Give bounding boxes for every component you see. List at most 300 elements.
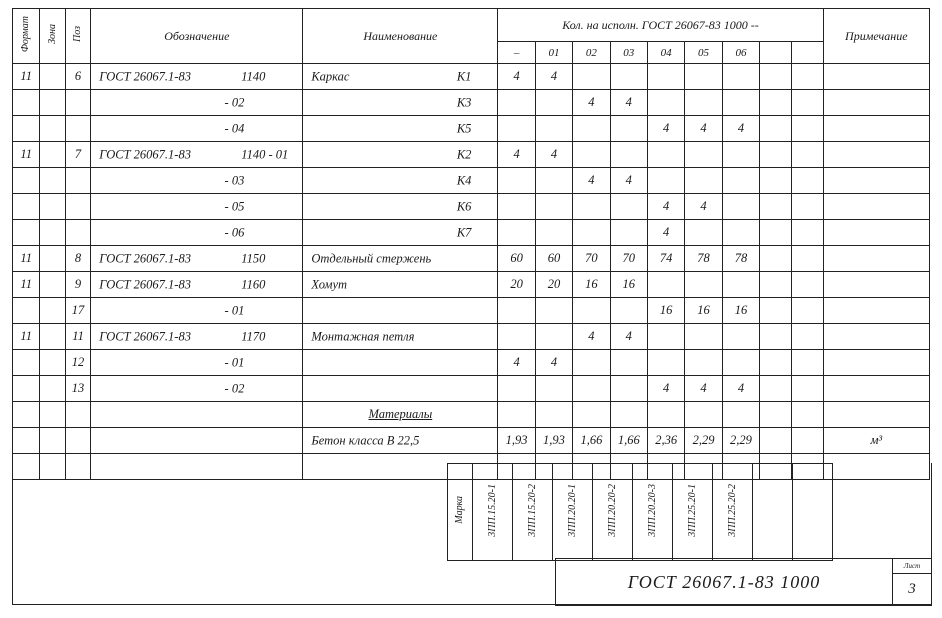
cell-qty-extra-1 [760, 142, 792, 168]
cell-qty-extra-1 [760, 220, 792, 246]
qty-sub-extra-2 [791, 42, 823, 64]
cell-qty-0: 20 [498, 272, 535, 298]
cell-zone [40, 142, 65, 168]
cell-qty-extra-1 [760, 272, 792, 298]
cell-format: 11 [13, 324, 40, 350]
cell-qty-extra-1 [760, 376, 792, 402]
cell-designation [91, 272, 303, 298]
cell-qty-extra-1 [760, 402, 792, 428]
cell-qty-0: 4 [498, 142, 535, 168]
cell-qty-6: 78 [722, 246, 759, 272]
cell-qty-3: 70 [610, 246, 647, 272]
cell-designation [91, 350, 303, 376]
table-header-row [13, 9, 930, 42]
cell-qty-2: 70 [573, 246, 610, 272]
cell-format: 11 [13, 272, 40, 298]
col-zone: Зона [40, 9, 65, 64]
col-designation: Обозначение [91, 9, 303, 64]
designation-suffix: - 02 [224, 381, 245, 395]
cell-qty-5: 2,29 [685, 428, 722, 454]
cell-qty-5: 4 [685, 376, 722, 402]
cell-qty-extra-2 [791, 168, 823, 194]
cell-pos [65, 428, 91, 454]
designation-code: ГОСТ 26067.1-83 [99, 147, 191, 161]
cell-qty-0: 1,93 [498, 428, 535, 454]
cell-note [823, 324, 929, 350]
col-qty-group: Кол. на исполн. ГОСТ 26067-83 1000 -- [498, 9, 823, 42]
marka-value-4: 3ПП.20.20-3 [633, 464, 673, 561]
cell-qty-2: 4 [573, 168, 610, 194]
cell-note [823, 64, 929, 90]
cell-pos [65, 402, 91, 428]
cell-qty-4: 4 [647, 194, 684, 220]
cell-qty-3 [610, 298, 647, 324]
cell-qty-3 [610, 220, 647, 246]
cell-qty-5 [685, 142, 722, 168]
designation-number: 1150 [241, 251, 266, 265]
cell-zone [40, 168, 65, 194]
cell-qty-4 [647, 272, 684, 298]
cell-qty-5: 78 [685, 246, 722, 272]
cell-pos: 6 [65, 64, 91, 90]
cell-name [303, 402, 498, 428]
cell-name [303, 324, 498, 350]
cell-qty-3: 16 [610, 272, 647, 298]
cell-pos: 11 [65, 324, 91, 350]
name-mark: К1 [456, 69, 472, 83]
cell-qty-5 [685, 272, 722, 298]
designation-suffix: - 06 [224, 225, 245, 239]
cell-qty-5 [685, 220, 722, 246]
designation-suffix: - 01 [224, 303, 245, 317]
qty-sub-1: 01 [535, 42, 572, 64]
cell-qty-4 [647, 402, 684, 428]
cell-format [13, 454, 40, 480]
qty-sub-0: – [498, 42, 535, 64]
table-row [13, 272, 930, 298]
cell-pos: 13 [65, 376, 91, 402]
cell-qty-2: 4 [573, 90, 610, 116]
designation-suffix: - 02 [224, 95, 245, 109]
cell-pos: 7 [65, 142, 91, 168]
cell-pos [65, 90, 91, 116]
cell-qty-5 [685, 402, 722, 428]
cell-qty-extra-2 [791, 64, 823, 90]
designation-suffix: - 05 [224, 199, 245, 213]
cell-qty-1: 4 [535, 142, 572, 168]
table-row [13, 64, 930, 90]
cell-pos: 9 [65, 272, 91, 298]
cell-qty-extra-2 [791, 142, 823, 168]
cell-designation [91, 90, 303, 116]
cell-note [823, 168, 929, 194]
cell-qty-extra-2 [791, 324, 823, 350]
cell-qty-1 [535, 324, 572, 350]
cell-qty-0 [498, 116, 535, 142]
cell-qty-extra-1 [760, 246, 792, 272]
cell-qty-4 [647, 168, 684, 194]
cell-qty-4 [647, 350, 684, 376]
cell-qty-5 [685, 64, 722, 90]
cell-qty-4: 4 [647, 220, 684, 246]
cell-qty-extra-1 [760, 428, 792, 454]
cell-qty-5 [685, 324, 722, 350]
stamp-page-box [892, 559, 931, 605]
cell-format [13, 220, 40, 246]
marka-value-1: 3ПП.15.20-2 [513, 464, 553, 561]
cell-qty-6 [722, 90, 759, 116]
cell-qty-5: 16 [685, 298, 722, 324]
cell-note [823, 116, 929, 142]
cell-qty-3 [610, 64, 647, 90]
name-text: Каркас [311, 69, 350, 83]
cell-qty-extra-2 [791, 428, 823, 454]
cell-qty-0 [498, 168, 535, 194]
cell-qty-6 [722, 324, 759, 350]
name-mark: К5 [456, 121, 472, 135]
cell-qty-3 [610, 194, 647, 220]
col-name: Наименование [303, 9, 498, 64]
cell-qty-extra-1 [760, 350, 792, 376]
cell-qty-2 [573, 220, 610, 246]
cell-name [303, 220, 498, 246]
cell-pos [65, 168, 91, 194]
qty-sub-4: 04 [647, 42, 684, 64]
cell-qty-2: 4 [573, 324, 610, 350]
cell-qty-0 [498, 324, 535, 350]
cell-designation [91, 64, 303, 90]
table-row [13, 402, 930, 428]
cell-qty-6 [722, 168, 759, 194]
name-mark: К3 [456, 95, 472, 109]
name-mark: К2 [456, 147, 472, 161]
cell-zone [40, 194, 65, 220]
cell-note [823, 298, 929, 324]
col-format: Формат [13, 9, 40, 64]
cell-designation [91, 402, 303, 428]
cell-qty-2: 1,66 [573, 428, 610, 454]
cell-qty-1 [535, 116, 572, 142]
cell-qty-0 [498, 194, 535, 220]
cell-qty-0 [498, 298, 535, 324]
cell-zone [40, 64, 65, 90]
cell-pos [65, 116, 91, 142]
name-text: Материалы [368, 407, 433, 421]
cell-qty-extra-1 [760, 324, 792, 350]
cell-name [303, 64, 498, 90]
designation-suffix: - 03 [224, 173, 245, 187]
cell-qty-3 [610, 142, 647, 168]
cell-format [13, 428, 40, 454]
cell-format [13, 350, 40, 376]
marka-table [447, 463, 833, 561]
cell-qty-2 [573, 350, 610, 376]
cell-format: 11 [13, 64, 40, 90]
cell-designation [91, 220, 303, 246]
cell-zone [40, 90, 65, 116]
cell-name [303, 142, 498, 168]
designation-code: ГОСТ 26067.1-83 [99, 69, 191, 83]
designation-number: 1170 [241, 329, 266, 343]
name-mark: К7 [456, 225, 472, 239]
cell-qty-2: 16 [573, 272, 610, 298]
cell-qty-2 [573, 142, 610, 168]
cell-qty-6 [722, 402, 759, 428]
cell-designation [91, 454, 303, 480]
cell-qty-6 [722, 194, 759, 220]
cell-qty-4: 2,36 [647, 428, 684, 454]
cell-zone [40, 246, 65, 272]
cell-qty-1 [535, 376, 572, 402]
cell-qty-6: 2,29 [722, 428, 759, 454]
cell-qty-1: 4 [535, 350, 572, 376]
designation-code: ГОСТ 26067.1-83 [99, 329, 191, 343]
name-mark: К4 [456, 173, 472, 187]
cell-qty-extra-1 [760, 168, 792, 194]
cell-format: 11 [13, 142, 40, 168]
cell-qty-6 [722, 142, 759, 168]
table-row [13, 168, 930, 194]
qty-sub-extra-1 [760, 42, 792, 64]
cell-pos: 12 [65, 350, 91, 376]
stamp-page-number: 3 [908, 581, 916, 597]
cell-qty-1: 20 [535, 272, 572, 298]
cell-pos: 17 [65, 298, 91, 324]
cell-format [13, 90, 40, 116]
table-row [13, 90, 930, 116]
cell-note [823, 376, 929, 402]
cell-name [303, 168, 498, 194]
cell-zone [40, 220, 65, 246]
cell-format [13, 402, 40, 428]
cell-qty-0 [498, 90, 535, 116]
cell-designation [91, 194, 303, 220]
cell-pos [65, 194, 91, 220]
cell-zone [40, 376, 65, 402]
designation-suffix: - 04 [224, 121, 245, 135]
cell-qty-1 [535, 298, 572, 324]
cell-qty-extra-2 [791, 376, 823, 402]
table-row [13, 298, 930, 324]
cell-designation [91, 324, 303, 350]
stamp-gost-designation: ГОСТ 26067.1-83 1000 [627, 571, 821, 592]
cell-qty-5 [685, 168, 722, 194]
cell-qty-4 [647, 90, 684, 116]
cell-qty-extra-2 [791, 402, 823, 428]
name-text: Хомут [311, 277, 348, 291]
cell-qty-1 [535, 402, 572, 428]
cell-note [823, 350, 929, 376]
name-mark: К6 [456, 199, 472, 213]
cell-qty-6 [722, 350, 759, 376]
cell-note [823, 454, 929, 480]
cell-qty-3 [610, 376, 647, 402]
cell-qty-4 [647, 324, 684, 350]
cell-qty-1 [535, 90, 572, 116]
designation-suffix: - 01 [224, 355, 245, 369]
cell-qty-extra-1 [760, 298, 792, 324]
stamp-page-label: Лист [893, 559, 931, 574]
qty-sub-5: 05 [685, 42, 722, 64]
cell-note [823, 220, 929, 246]
table-row [13, 350, 930, 376]
cell-qty-1: 1,93 [535, 428, 572, 454]
cell-qty-extra-2 [791, 246, 823, 272]
cell-qty-extra-2 [791, 272, 823, 298]
cell-note [823, 246, 929, 272]
qty-sub-6: 06 [722, 42, 759, 64]
marka-value-2: 3ПП.20.20-1 [553, 464, 593, 561]
marka-value-5: 3ПП.25.20-1 [673, 464, 713, 561]
cell-qty-5 [685, 350, 722, 376]
table-row [13, 376, 930, 402]
cell-zone [40, 350, 65, 376]
cell-qty-4: 16 [647, 298, 684, 324]
qty-sub-2: 02 [573, 42, 610, 64]
cell-zone [40, 324, 65, 350]
cell-designation [91, 376, 303, 402]
marka-value-6: 3ПП.25.20-2 [713, 464, 753, 561]
col-note: Примечание [823, 9, 929, 64]
table-row [13, 194, 930, 220]
cell-name [303, 428, 498, 454]
cell-qty-6: 4 [722, 376, 759, 402]
cell-format [13, 376, 40, 402]
cell-qty-0: 4 [498, 350, 535, 376]
marka-value-0: 3ПП.15.20-1 [473, 464, 513, 561]
cell-note [823, 272, 929, 298]
cell-qty-extra-1 [760, 116, 792, 142]
cell-qty-0: 4 [498, 64, 535, 90]
cell-zone [40, 298, 65, 324]
cell-designation [91, 428, 303, 454]
cell-qty-0 [498, 376, 535, 402]
designation-number: 1140 - 01 [241, 147, 289, 161]
cell-qty-extra-2 [791, 298, 823, 324]
cell-name [303, 350, 498, 376]
cell-qty-2 [573, 402, 610, 428]
cell-note [823, 142, 929, 168]
designation-number: 1140 [241, 69, 266, 83]
cell-qty-2 [573, 376, 610, 402]
cell-qty-1 [535, 220, 572, 246]
cell-note [823, 90, 929, 116]
cell-qty-4 [647, 142, 684, 168]
cell-qty-6 [722, 272, 759, 298]
cell-qty-2 [573, 194, 610, 220]
cell-qty-0: 60 [498, 246, 535, 272]
cell-name [303, 194, 498, 220]
cell-qty-6 [722, 64, 759, 90]
cell-name [303, 90, 498, 116]
cell-qty-1 [535, 168, 572, 194]
cell-qty-0 [498, 402, 535, 428]
col-pos: Поз [65, 9, 91, 64]
cell-zone [40, 454, 65, 480]
cell-qty-1: 60 [535, 246, 572, 272]
cell-designation [91, 298, 303, 324]
cell-qty-2 [573, 64, 610, 90]
cell-designation [91, 142, 303, 168]
cell-qty-6: 16 [722, 298, 759, 324]
cell-qty-extra-2 [791, 350, 823, 376]
cell-designation [91, 116, 303, 142]
designation-code: ГОСТ 26067.1-83 [99, 251, 191, 265]
cell-qty-1: 4 [535, 64, 572, 90]
cell-pos: 8 [65, 246, 91, 272]
cell-format: 11 [13, 246, 40, 272]
cell-name [303, 246, 498, 272]
cell-qty-3 [610, 350, 647, 376]
name-text: Монтажная петля [311, 329, 415, 343]
cell-qty-extra-2 [791, 194, 823, 220]
cell-qty-3: 4 [610, 90, 647, 116]
cell-designation [91, 246, 303, 272]
cell-qty-extra-1 [760, 194, 792, 220]
name-text: Отдельный стержень [311, 251, 432, 265]
cell-designation [91, 168, 303, 194]
marka-empty-2 [793, 464, 833, 561]
cell-name [303, 272, 498, 298]
cell-qty-3: 4 [610, 324, 647, 350]
table-body [13, 64, 930, 480]
cell-zone [40, 428, 65, 454]
title-stamp [555, 558, 932, 606]
cell-qty-3: 1,66 [610, 428, 647, 454]
table-row [13, 116, 930, 142]
cell-qty-5: 4 [685, 116, 722, 142]
cell-qty-4: 4 [647, 376, 684, 402]
table-row [13, 246, 930, 272]
cell-qty-extra-2 [791, 116, 823, 142]
cell-zone [40, 272, 65, 298]
cell-format [13, 298, 40, 324]
name-text: Бетон класса В 22,5 [311, 433, 420, 447]
cell-qty-6: 4 [722, 116, 759, 142]
cell-qty-6 [722, 220, 759, 246]
cell-qty-3 [610, 402, 647, 428]
cell-qty-1 [535, 194, 572, 220]
cell-qty-5: 4 [685, 194, 722, 220]
cell-qty-3: 4 [610, 168, 647, 194]
marka-empty-1 [753, 464, 793, 561]
cell-qty-4 [647, 64, 684, 90]
cell-note [823, 194, 929, 220]
cell-format [13, 194, 40, 220]
cell-qty-extra-2 [791, 220, 823, 246]
cell-qty-4: 74 [647, 246, 684, 272]
cell-qty-2 [573, 116, 610, 142]
marka-value-3: 3ПП.20.20-2 [593, 464, 633, 561]
qty-sub-3: 03 [610, 42, 647, 64]
table-row [13, 428, 930, 454]
cell-qty-0 [498, 220, 535, 246]
cell-zone [40, 402, 65, 428]
cell-qty-extra-1 [760, 64, 792, 90]
cell-name [303, 298, 498, 324]
cell-note: м³ [823, 428, 929, 454]
cell-note [823, 402, 929, 428]
cell-qty-extra-1 [760, 90, 792, 116]
cell-pos [65, 454, 91, 480]
cell-format [13, 168, 40, 194]
cell-qty-3 [610, 116, 647, 142]
specification-table [12, 8, 930, 480]
designation-number: 1160 [241, 277, 266, 291]
cell-pos [65, 220, 91, 246]
cell-qty-5 [685, 90, 722, 116]
cell-zone [40, 116, 65, 142]
